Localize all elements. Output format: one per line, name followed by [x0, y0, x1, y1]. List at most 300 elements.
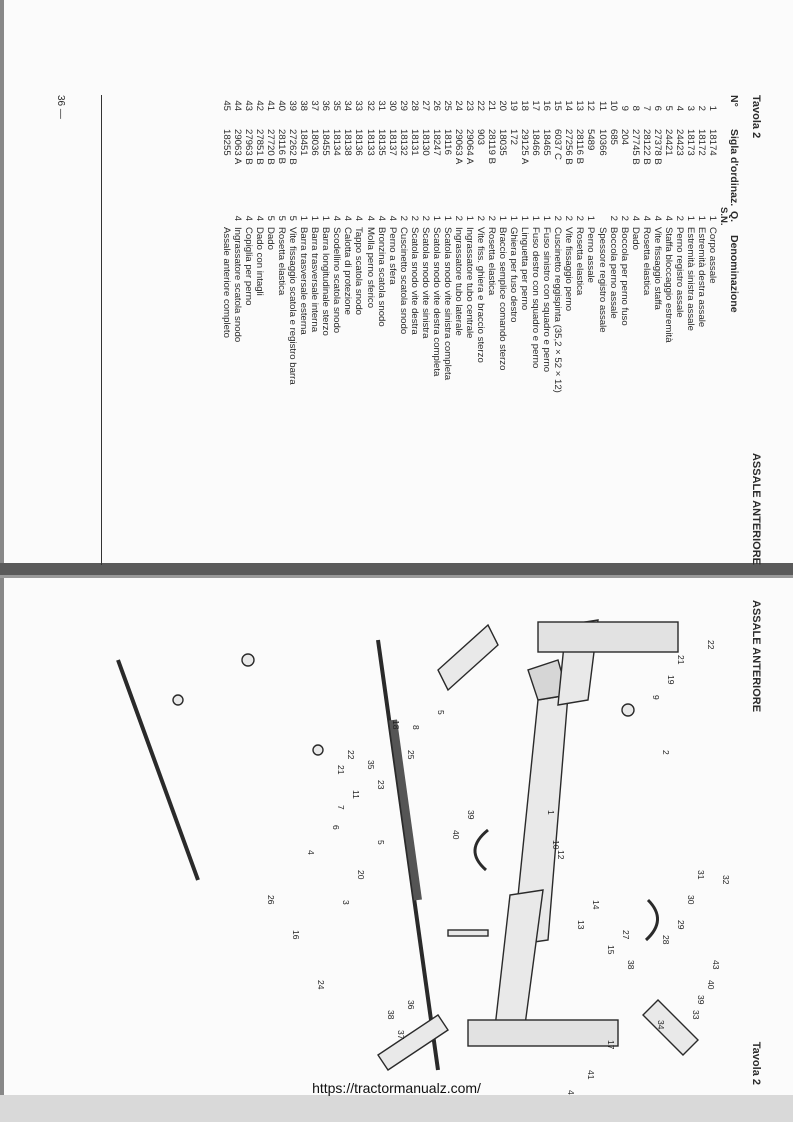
part-quantity: 2: [552, 215, 564, 221]
part-quantity: 4: [243, 215, 255, 221]
parts-row: [652, 95, 663, 565]
part-number: 40: [276, 100, 288, 111]
parts-row: [585, 95, 596, 565]
part-quantity: 4: [375, 215, 387, 221]
parts-row: [696, 95, 707, 565]
part-description: Bronzina scatola snodo: [375, 227, 387, 327]
part-description: Corpo assale: [707, 227, 718, 284]
part-number: 3: [684, 105, 696, 111]
callout-number: 39: [696, 995, 706, 1005]
part-code: 18133: [364, 129, 376, 156]
part-description: Vite fissaggio perno: [563, 227, 575, 312]
part-quantity: 1: [585, 215, 597, 221]
callout-number: 17: [606, 1040, 616, 1050]
part-number: 36: [320, 100, 332, 111]
parts-row: [365, 95, 376, 565]
part-code: 28116 B: [574, 129, 586, 165]
parts-row: [409, 95, 420, 565]
part-description: Tappo scatola snodo: [353, 227, 365, 316]
callout-number: 28: [661, 935, 671, 945]
part-description: Barra trasversale interna: [309, 227, 321, 333]
part-quantity: 1: [684, 215, 696, 221]
part-number: 6: [651, 105, 663, 111]
steering-arm-left: [438, 625, 498, 690]
part-description: Molla perno sferico: [364, 227, 376, 309]
part-quantity: 4: [651, 215, 663, 221]
part-number: 42: [254, 100, 266, 111]
part-description: Calotta di protezione: [342, 227, 354, 315]
part-number: 20: [497, 100, 509, 111]
callout-number: 32: [721, 875, 731, 885]
page-number: 36 —: [55, 95, 66, 119]
tavola-label: Tavola 2: [750, 95, 762, 139]
part-description: Scatola snodo vite sinistra: [419, 227, 431, 339]
callout-number: 38: [626, 960, 636, 970]
part-code: 18116: [441, 129, 453, 155]
part-code: 18465: [541, 129, 553, 156]
callout-number: 5: [436, 710, 446, 715]
part-description: Vite fissaggio staffa: [651, 227, 663, 310]
part-number: 16: [541, 100, 553, 111]
callout-number: 30: [686, 895, 696, 905]
part-code: 18138: [342, 129, 354, 156]
callout-number: 39: [466, 810, 476, 820]
part-number: 32: [364, 100, 376, 111]
part-code: 18036: [309, 129, 321, 156]
part-description: Rosetta elastica: [574, 227, 586, 296]
part-description: Estremità destra assale: [695, 227, 707, 328]
part-description: Fuso sinistro con squadro e perno: [541, 227, 553, 373]
parts-row: [320, 95, 331, 565]
part-description: Barra trasversale esterna: [298, 227, 310, 335]
part-number: 37: [309, 100, 321, 111]
part-code: 27720 B: [265, 129, 277, 165]
part-description: Vite fissaggio scatola e registro barra: [287, 227, 299, 385]
part-code: 27378 B: [651, 129, 663, 165]
callout-number: 20: [356, 870, 366, 880]
part-number: 45: [220, 100, 232, 111]
parts-row: [298, 95, 309, 565]
part-number: 2: [695, 105, 707, 111]
part-quantity: 1: [541, 215, 553, 221]
parts-row: [254, 95, 265, 565]
part-number: 18: [519, 100, 531, 111]
parts-row: [232, 95, 243, 565]
callout-number: 7: [336, 805, 346, 810]
part-quantity: 2: [452, 215, 464, 221]
callout-number: 38: [386, 1010, 396, 1020]
part-code: 10366: [596, 129, 608, 156]
part-description: Estremità sinistra assale: [684, 227, 696, 331]
callout-number: 43: [711, 960, 721, 970]
header-denominazione: Denominazione: [728, 235, 740, 313]
part-description: Cuscinetto scatola snodo: [397, 227, 409, 335]
part-code: 28122 B: [640, 129, 652, 165]
part-code: 18455: [320, 129, 332, 156]
part-number: 5: [662, 105, 674, 111]
parts-row: [608, 95, 619, 565]
section-title: ASSALE ANTERIORE: [750, 452, 762, 565]
callout-number: 23: [376, 780, 386, 790]
part-code: 18135: [375, 129, 387, 156]
callout-number: 22: [706, 640, 716, 650]
part-description: Scatola snodo vite sinistra completa: [441, 227, 453, 381]
part-description: Dado con intagli: [254, 227, 266, 296]
callout-number: 24: [316, 980, 326, 990]
footer-url: https://tractormanualz.com/: [312, 1080, 481, 1096]
callout-number: 25: [406, 750, 416, 760]
part-code: 18247: [430, 129, 442, 156]
callout-number: 15: [606, 945, 616, 955]
part-description: Scatola snodo vite destra: [408, 227, 420, 335]
part-number: 4: [673, 105, 685, 111]
callout-number: 11: [351, 790, 361, 799]
parts-row: [674, 95, 685, 565]
callout-number: 41: [586, 1070, 596, 1080]
part-quantity: 1: [298, 215, 310, 221]
part-quantity: 2: [673, 215, 685, 221]
part-description: Barra longitudinale sterzo: [320, 227, 332, 336]
part-number: 25: [441, 100, 453, 111]
callout-number: 37: [396, 1030, 406, 1040]
part-quantity: 1: [463, 215, 475, 221]
page-bottom-rule: [101, 95, 102, 565]
part-quantity: 4: [640, 215, 652, 221]
part-number: 14: [563, 100, 575, 111]
bolt: [448, 930, 488, 936]
parts-row: [221, 95, 232, 565]
callout-number: 22: [346, 750, 356, 760]
part-number: 30: [386, 100, 398, 111]
parts-row: [464, 95, 475, 565]
part-quantity: 4: [331, 215, 343, 221]
parts-row: [508, 95, 519, 565]
part-quantity: 1: [497, 215, 509, 221]
part-description: Copiglia per perno: [243, 227, 255, 306]
part-number: 33: [353, 100, 365, 111]
part-number: 9: [618, 105, 630, 111]
part-description: Rosetta elastica: [276, 227, 288, 296]
part-quantity: 2: [408, 215, 420, 221]
part-quantity: 5: [276, 215, 288, 221]
part-quantity: 1: [508, 215, 520, 221]
part-code: 6037 C: [552, 129, 564, 160]
part-number: 29: [397, 100, 409, 111]
part-number: 21: [486, 100, 498, 111]
page-edge-shadow: [0, 0, 4, 1122]
part-quantity: 1: [707, 215, 718, 221]
part-quantity: 4: [342, 215, 354, 221]
part-quantity: 1: [695, 215, 707, 221]
callout-number: 13: [576, 920, 586, 930]
part-description: Dado: [265, 227, 277, 250]
part-code: 18035: [497, 129, 509, 156]
part-quantity: 5: [287, 215, 299, 221]
part-code: 5489: [585, 129, 597, 151]
part-description: Assale anteriore completo: [220, 227, 232, 338]
diagram-title-row: [740, 600, 762, 1085]
callout-number: 12: [556, 850, 566, 860]
part-description: Ingrassatore tubo laterale: [452, 227, 464, 336]
parts-row: [309, 95, 320, 565]
header-number: N°: [728, 95, 740, 107]
part-number: 1: [707, 105, 718, 111]
callout-number: 26: [266, 895, 276, 905]
header-sigla: Sigla d'ordinaz.: [728, 129, 740, 207]
part-number: 39: [287, 100, 299, 111]
parts-row: [541, 95, 552, 565]
sn-label: S.N.: [718, 207, 729, 226]
part-code: 18136: [353, 129, 365, 156]
exploded-axle-diagram: [48, 600, 738, 1085]
part-code: 685: [607, 129, 619, 146]
part-number: 7: [640, 105, 652, 111]
callout-number: 35: [366, 760, 376, 770]
part-quantity: 2: [618, 215, 630, 221]
part-quantity: 1: [430, 215, 442, 221]
part-number: 24: [452, 100, 464, 111]
callout-number: 27: [621, 930, 631, 940]
parts-row: [641, 95, 652, 565]
part-quantity: 2: [574, 215, 586, 221]
tie-rod-sleeve: [393, 720, 418, 900]
part-code: 172: [508, 129, 520, 146]
part-quantity: 2: [607, 215, 619, 221]
part-description: Ghiera per fuso destro: [508, 227, 520, 323]
part-description: Boccola perno assale: [607, 227, 619, 319]
part-description: Scodellino scatola snodo: [331, 227, 343, 334]
part-number: 8: [629, 105, 641, 111]
part-description: Rosetta elastica: [640, 227, 652, 296]
part-quantity: 4: [254, 215, 266, 221]
parts-row: [442, 95, 453, 565]
part-quantity: 4: [364, 215, 376, 221]
part-quantity: 1: [441, 215, 453, 221]
parts-row: [596, 95, 607, 565]
parts-row: [342, 95, 353, 565]
part-number: 17: [530, 100, 542, 111]
washer: [173, 695, 183, 705]
parts-row: [376, 95, 387, 565]
part-quantity: 2: [397, 215, 409, 221]
callout-number: 34: [656, 1020, 666, 1030]
callout-number: 3: [341, 900, 351, 905]
part-description: Perno a sfera: [386, 227, 398, 285]
part-code: 18134: [331, 129, 343, 156]
part-quantity: 2: [486, 215, 498, 221]
callout-number: 40: [706, 980, 716, 990]
clamp-lower: [475, 830, 488, 870]
part-quantity: 2: [475, 215, 487, 221]
callout-number: 36: [406, 1000, 416, 1010]
diagram-tavola-label: Tavola 2: [750, 1041, 762, 1085]
parts-row: [287, 95, 298, 565]
callout-number: 5: [376, 840, 386, 845]
parts-table-body: [221, 95, 718, 565]
parts-row: [563, 95, 574, 565]
parts-row: [276, 95, 287, 565]
callout-number: 33: [691, 1010, 701, 1020]
parts-row: [497, 95, 508, 565]
kingpin-housing-right: [468, 1020, 618, 1046]
clamp-upper: [646, 900, 658, 940]
part-quantity: 5: [265, 215, 277, 221]
parts-row: [519, 95, 530, 565]
part-code: 29063 A: [452, 129, 464, 165]
callout-number: 1: [546, 810, 556, 815]
parts-table-header: [720, 95, 740, 565]
part-number: 19: [508, 100, 520, 111]
part-description: Braccio semplice comando sterzo: [497, 227, 509, 371]
part-code: 18451: [298, 129, 310, 156]
part-quantity: 4: [353, 215, 365, 221]
part-code: 29125 A: [519, 129, 531, 165]
part-quantity: 1: [309, 215, 321, 221]
callout-number: 2: [661, 750, 671, 755]
diagram-page: [47, 600, 762, 1085]
parts-row: [630, 95, 641, 565]
part-description: Ingrassatore scatola snodo: [231, 227, 243, 343]
part-code: 18130: [419, 129, 431, 156]
part-number: 44: [231, 100, 243, 111]
part-number: 34: [342, 100, 354, 111]
parts-row: [685, 95, 696, 565]
callout-number: 8: [411, 725, 421, 730]
part-code: 18173: [684, 129, 696, 156]
parts-row: [619, 95, 630, 565]
part-quantity: 4: [662, 215, 674, 221]
part-description: Cuscinetto reggispinta (35,2 × 52 × 12): [552, 227, 564, 393]
parts-row: [387, 95, 398, 565]
part-quantity: 2: [419, 215, 431, 221]
part-description: Staffa bloccaggio estremità: [662, 227, 674, 343]
part-code: 24421: [662, 129, 674, 156]
part-description: Dado: [629, 227, 641, 250]
part-quantity: 4: [386, 215, 398, 221]
part-code: 18172: [695, 129, 707, 156]
part-code: 18174: [707, 129, 718, 156]
callout-number: 29: [676, 920, 686, 930]
parts-row: [663, 95, 674, 565]
part-number: 38: [298, 100, 310, 111]
header-quantity: Q.: [728, 211, 740, 223]
callout-number: 16: [291, 930, 301, 940]
part-code: 29063 A: [231, 129, 243, 165]
part-number: 23: [463, 100, 475, 111]
parts-row: [431, 95, 442, 565]
diagram-section-title: ASSALE ANTERIORE: [750, 600, 762, 713]
parts-row: [353, 95, 364, 565]
part-description: Spessore registro assale: [596, 227, 608, 333]
part-description: Ingrassatore tubo centrale: [463, 227, 475, 339]
part-number: 28: [408, 100, 420, 111]
part-code: 27745 B: [629, 129, 641, 165]
part-quantity: 1: [519, 215, 531, 221]
part-description: Boccola per perno fuso: [618, 227, 630, 326]
part-number: 41: [265, 100, 277, 111]
parts-row: [475, 95, 486, 565]
part-code: 903: [475, 129, 487, 146]
part-description: Rosetta elastica: [486, 227, 498, 296]
part-number: 15: [552, 100, 564, 111]
parts-row: [331, 95, 342, 565]
part-quantity: 4: [629, 215, 641, 221]
part-number: 10: [607, 100, 619, 111]
part-code: 18132: [397, 129, 409, 156]
callout-number: 21: [336, 765, 346, 775]
part-code: 28116 B: [276, 129, 288, 165]
parts-row: [486, 95, 497, 565]
callout-number: 40: [451, 830, 461, 840]
parts-list-title-row: [740, 95, 762, 565]
part-quantity: 1: [320, 215, 332, 221]
page-fold-divider-shadow: [0, 575, 793, 578]
part-code: 24423: [673, 129, 685, 156]
part-code: 18255: [220, 129, 232, 156]
bushing: [622, 704, 634, 716]
part-code: 27256 B: [563, 129, 575, 165]
part-description: Perno registro assale: [673, 227, 685, 318]
parts-row: [453, 95, 464, 565]
part-number: 22: [475, 100, 487, 111]
part-description: Vite fiss. ghiera e braccio sterzo: [475, 227, 487, 363]
callout-number: 18: [391, 720, 401, 730]
part-code: 18131: [408, 129, 420, 156]
callout-number: 4: [306, 850, 316, 855]
parts-row: [530, 95, 541, 565]
part-description: Perno assale: [585, 227, 597, 283]
callout-number: 14: [591, 900, 601, 910]
drag-link: [118, 660, 198, 880]
callout-number: 6: [331, 825, 341, 830]
parts-row: [552, 95, 563, 565]
parts-row: [420, 95, 431, 565]
parts-list-page: [47, 95, 762, 565]
part-code: 29064 A: [463, 129, 475, 165]
part-quantity: 4: [231, 215, 243, 221]
parts-row: [243, 95, 254, 565]
nut: [242, 654, 254, 666]
part-number: 35: [331, 100, 343, 111]
part-description: Fuso destro con squadro e perno: [530, 227, 542, 369]
part-description: Scatola snodo vite destra completa: [430, 227, 442, 377]
part-number: 27: [419, 100, 431, 111]
parts-row: [574, 95, 585, 565]
part-code: 204: [618, 129, 630, 146]
part-number: 13: [574, 100, 586, 111]
parts-row: [398, 95, 409, 565]
callout-number: 31: [696, 870, 706, 880]
part-number: 43: [243, 100, 255, 111]
scan-bottom-shadow: [0, 1095, 793, 1122]
part-number: 11: [596, 101, 608, 111]
part-number: 31: [375, 100, 387, 111]
kingpin-housing-left: [538, 622, 678, 652]
part-number: 12: [585, 100, 597, 111]
part-quantity: 1: [530, 215, 542, 221]
part-code: 28119 B: [486, 129, 498, 165]
grease-nipple: [313, 745, 323, 755]
part-code: 27851 B: [254, 129, 266, 165]
callout-number: 9: [651, 695, 661, 700]
spindle: [643, 1000, 698, 1055]
part-code: 27963 B: [243, 129, 255, 165]
part-code: 18466: [530, 129, 542, 156]
part-code: 18137: [386, 129, 398, 156]
parts-row: [707, 95, 718, 565]
parts-row: [265, 95, 276, 565]
part-description: Linguetta per perno: [519, 227, 531, 311]
